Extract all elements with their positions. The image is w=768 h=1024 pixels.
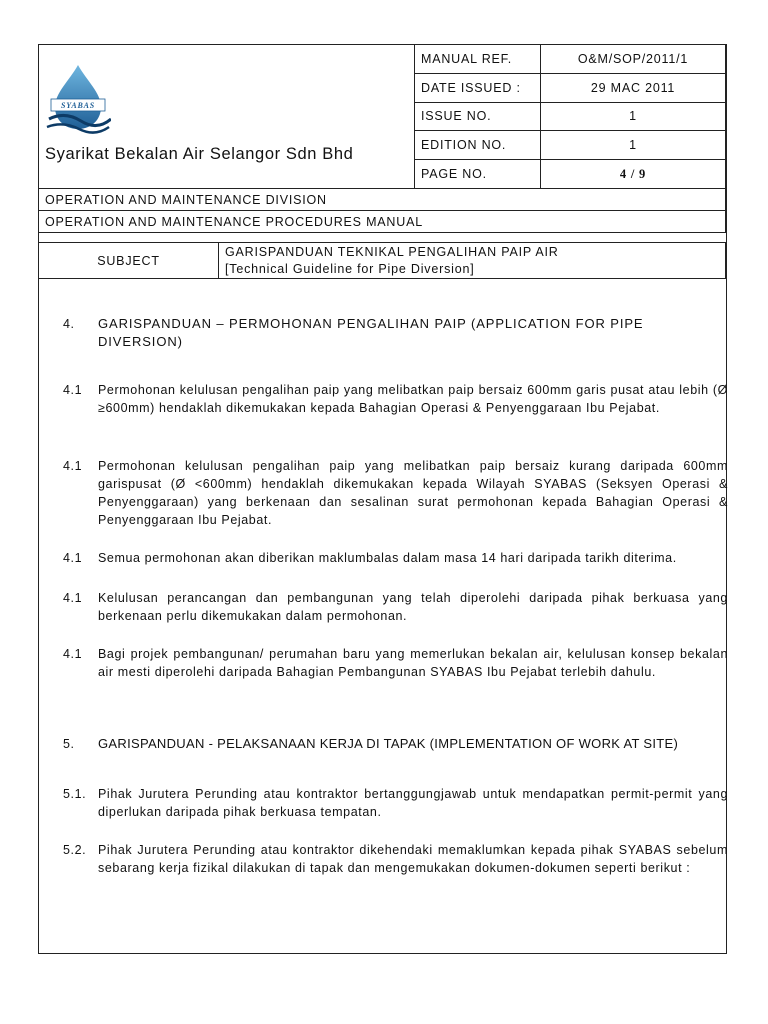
- logo-text: SYABAS: [61, 101, 95, 110]
- subject-line-1: GARISPANDUAN TEKNIKAL PENGALIHAN PAIP AIR: [225, 244, 559, 259]
- paragraph-number: 4.1: [63, 551, 83, 565]
- paragraph-text: Bagi projek pembangunan/ perumahan baru yang memerlukan bekalan air, kelulusan konsep bekalan air mesti diperolehi daripada Bahagian Pembangunan SYABAS Ibu Pejabat terlebih dahulu.: [98, 647, 728, 679]
- paragraph-5-2: [63, 841, 728, 877]
- subject-value: [219, 243, 726, 279]
- company-name: Syarikat Bekalan Air Selangor Sdn Bhd: [45, 145, 354, 163]
- manual-ref-label: MANUAL REF.: [415, 45, 541, 74]
- document-page: [38, 44, 727, 954]
- subject-table: [38, 242, 726, 279]
- section-title: GARISPANDUAN – PERMOHONAN PENGALIHAN PAIP (APPLICATION FOR PIPE DIVERSION): [98, 316, 644, 349]
- paragraph-text: Kelulusan perancangan dan pembangunan yang telah diperolehi daripada pihak berkuasa yang berkenaan perlu dikemukakan dalam permohonan.: [98, 591, 728, 623]
- paragraph-text: Pihak Jurutera Perunding atau kontraktor dikehendaki memaklumkan kepada pihak SYABAS sebelum sebarang kerja fizikal dilakukan di tapak dan mengemukakan dokumen-dokumen seperti berikut :: [98, 843, 728, 875]
- issue-no-label: ISSUE NO.: [415, 102, 541, 131]
- paragraph-text: Permohonan kelulusan pengalihan paip yang melibatkan paip bersaiz 600mm garis pusat atau lebih (Ø ≥600mm) hendaklah dikemukakan kepada Bahagian Operasi & Penyenggaraan Ibu Pejabat.: [98, 383, 728, 415]
- edition-no-value: 1: [541, 131, 726, 160]
- paragraph-text: Permohonan kelulusan pengalihan paip yang melibatkan paip bersaiz kurang daripada 600mm garispusat (Ø <600mm) hendaklah dikemukakan kepada Wilayah SYABAS (Seksyen Operasi & Penyenggaraan) yang berkenaan dan sesalinan surat permohonan kepada Bahagian Operasi & Penyenggaraan Ibu Pejabat.: [98, 459, 728, 527]
- page-no-label: PAGE NO.: [415, 160, 541, 189]
- paragraph-number: 5.1.: [63, 787, 87, 801]
- section-title: GARISPANDUAN - PELAKSANAAN KERJA DI TAPAK (IMPLEMENTATION OF WORK AT SITE): [98, 736, 679, 751]
- paragraph-number: 4.1: [63, 591, 83, 605]
- manual-row: OPERATION AND MAINTENANCE PROCEDURES MANUAL: [39, 211, 726, 233]
- paragraph-number: 5.2.: [63, 843, 87, 857]
- paragraph-number: 4.1: [63, 647, 83, 661]
- section-4-heading: [63, 315, 728, 351]
- syabas-logo-icon: [45, 63, 111, 137]
- date-issued-value: 29 MAC 2011: [541, 73, 726, 102]
- edition-no-label: EDITION NO.: [415, 131, 541, 160]
- document-header-table: [38, 44, 726, 233]
- paragraph-4-1-c: [63, 549, 728, 567]
- subject-label: SUBJECT: [39, 243, 219, 279]
- subject-line-2: [Technical Guideline for Pipe Diversion]: [225, 261, 475, 276]
- page-no-value: 4 / 9: [541, 160, 726, 189]
- manual-ref-value: O&M/SOP/2011/1: [541, 45, 726, 74]
- paragraph-number: 4.1: [63, 459, 83, 473]
- paragraph-5-1: [63, 785, 728, 821]
- section-5-heading: [63, 735, 728, 753]
- division-row: OPERATION AND MAINTENANCE DIVISION: [39, 189, 726, 211]
- paragraph-text: Semua permohonan akan diberikan maklumbalas dalam masa 14 hari daripada tarikh diterima.: [98, 551, 677, 565]
- paragraph-text: Pihak Jurutera Perunding atau kontraktor bertanggungjawab untuk mendapatkan permit-permit yang diperlukan daripada pihak berkuasa tempatan.: [98, 787, 728, 819]
- section-number: 4.: [63, 317, 75, 331]
- paragraph-number: 4.1: [63, 383, 83, 397]
- paragraph-4-1-e: [63, 645, 728, 681]
- section-number: 5.: [63, 737, 75, 751]
- paragraph-4-1-a: [63, 381, 728, 417]
- date-issued-label: DATE ISSUED :: [415, 73, 541, 102]
- paragraph-4-1-b: [63, 457, 728, 529]
- logo-cell: [39, 45, 415, 189]
- issue-no-value: 1: [541, 102, 726, 131]
- paragraph-4-1-d: [63, 589, 728, 625]
